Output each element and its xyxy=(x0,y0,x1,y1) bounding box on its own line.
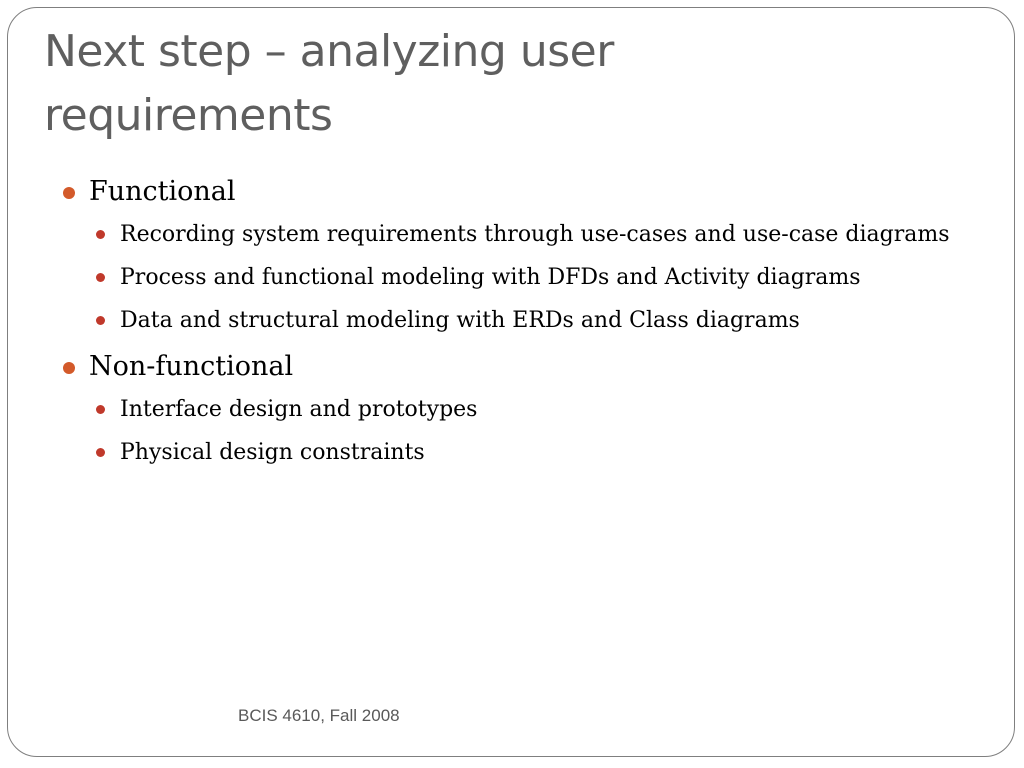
sub-bullet-dot-icon xyxy=(96,273,105,282)
sub-bullet-dot-icon xyxy=(96,448,105,457)
sub-bullet-text: Physical design constraints xyxy=(120,440,425,465)
bullet-text: Non-functional xyxy=(89,351,294,382)
sub-bullet-list xyxy=(60,391,960,471)
bullet-non-functional xyxy=(60,347,960,387)
sub-bullet-text: Recording system requirements through use-cases and use-case diagrams xyxy=(120,222,950,247)
slide-frame xyxy=(7,7,1015,757)
sub-bullet-dot-icon xyxy=(96,230,105,239)
slide-footer: BCIS 4610, Fall 2008 xyxy=(238,706,400,725)
sub-bullet-dot-icon xyxy=(96,405,105,414)
bullet-list xyxy=(60,172,960,479)
sub-bullet-item xyxy=(92,434,960,471)
bullet-dot-icon xyxy=(63,362,75,374)
sub-bullet-dot-icon xyxy=(96,316,105,325)
sub-bullet-item xyxy=(92,216,960,253)
sub-bullet-item xyxy=(92,391,960,428)
bullet-text: Functional xyxy=(89,176,236,207)
bullet-dot-icon xyxy=(63,187,75,199)
slide-title: Next step – analyzing user requirements xyxy=(44,26,614,141)
sub-bullet-text: Interface design and prototypes xyxy=(120,397,478,422)
sub-bullet-item xyxy=(92,259,960,296)
sub-bullet-text: Process and functional modeling with DFDs and Activity diagrams xyxy=(120,265,861,290)
sub-bullet-list xyxy=(60,216,960,339)
sub-bullet-text: Data and structural modeling with ERDs and Class diagrams xyxy=(120,308,800,333)
sub-bullet-item xyxy=(92,302,960,339)
bullet-functional xyxy=(60,172,960,212)
